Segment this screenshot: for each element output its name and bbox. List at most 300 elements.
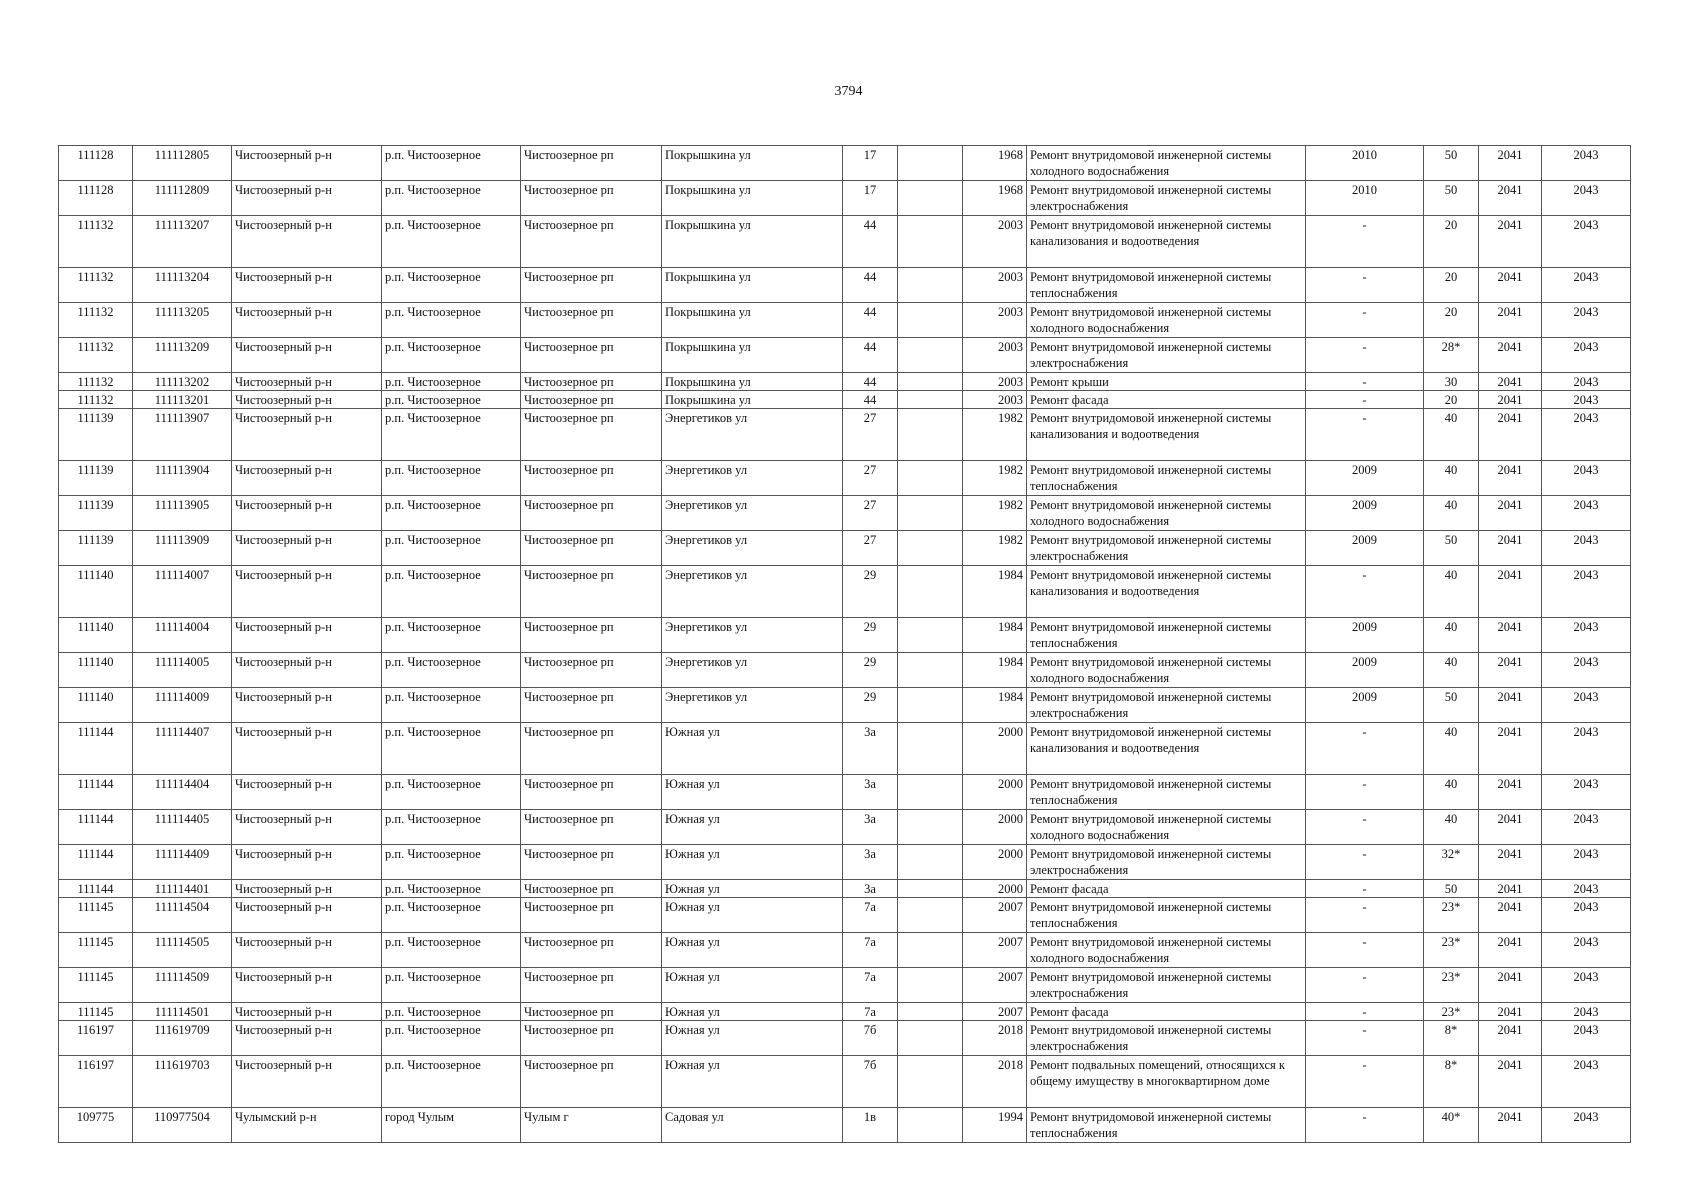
cell-house-id: 111132 [59,303,133,338]
cell-building [898,845,963,880]
cell-house-id: 109775 [59,1108,133,1143]
cell-settlement: р.п. Чистоозерное [382,1003,521,1021]
cell-wear-percent: 32* [1424,845,1479,880]
cell-work-type: Ремонт внутридомовой инженерной системы канализования и водоотведения [1027,566,1306,618]
cell-work-code: 111114404 [133,775,232,810]
cell-locality: Чистоозерное рп [521,1021,662,1056]
cell-work-code: 111114401 [133,880,232,898]
table-row [59,775,1631,810]
cell-start-year: 2041 [1479,898,1542,933]
cell-district: Чистоозерный р-н [232,268,382,303]
cell-wear-percent: 40 [1424,723,1479,775]
cell-building [898,303,963,338]
cell-house-number: 29 [843,566,898,618]
cell-house-number: 7б [843,1021,898,1056]
cell-district: Чистоозерный р-н [232,409,382,461]
cell-house-number: 17 [843,146,898,181]
cell-house-number: 29 [843,653,898,688]
cell-street: Покрышкина ул [662,338,843,373]
cell-settlement: р.п. Чистоозерное [382,146,521,181]
cell-street: Покрышкина ул [662,181,843,216]
cell-wear-percent: 40 [1424,461,1479,496]
cell-house-id: 111132 [59,373,133,391]
cell-settlement: р.п. Чистоозерное [382,303,521,338]
cell-district: Чистоозерный р-н [232,618,382,653]
cell-settlement: р.п. Чистоозерное [382,461,521,496]
cell-street: Покрышкина ул [662,268,843,303]
cell-district: Чулымский р-н [232,1108,382,1143]
cell-last-repair-year: 2009 [1306,653,1424,688]
cell-work-type: Ремонт внутридомовой инженерной системы теплоснабжения [1027,775,1306,810]
cell-work-type: Ремонт фасада [1027,1003,1306,1021]
cell-work-code: 111114509 [133,968,232,1003]
cell-house-number: 3а [843,845,898,880]
cell-work-code: 111114004 [133,618,232,653]
cell-locality: Чистоозерное рп [521,216,662,268]
cell-start-year: 2041 [1479,723,1542,775]
cell-building [898,338,963,373]
cell-district: Чистоозерный р-н [232,933,382,968]
cell-end-year: 2043 [1542,409,1631,461]
cell-district: Чистоозерный р-н [232,723,382,775]
cell-work-type: Ремонт внутридомовой инженерной системы электроснабжения [1027,688,1306,723]
cell-house-number: 44 [843,373,898,391]
cell-work-code: 111114409 [133,845,232,880]
cell-work-type: Ремонт крыши [1027,373,1306,391]
cell-wear-percent: 40 [1424,653,1479,688]
cell-work-type: Ремонт внутридомовой инженерной системы холодного водоснабжения [1027,496,1306,531]
cell-work-code: 111113207 [133,216,232,268]
table-row [59,688,1631,723]
cell-start-year: 2041 [1479,496,1542,531]
cell-build-year: 2003 [963,338,1027,373]
cell-end-year: 2043 [1542,531,1631,566]
cell-house-number: 27 [843,531,898,566]
cell-start-year: 2041 [1479,968,1542,1003]
cell-house-id: 111132 [59,391,133,409]
cell-street: Энергетиков ул [662,409,843,461]
cell-end-year: 2043 [1542,303,1631,338]
cell-house-number: 44 [843,216,898,268]
cell-last-repair-year: - [1306,1056,1424,1108]
cell-street: Южная ул [662,880,843,898]
cell-house-number: 3а [843,723,898,775]
cell-street: Энергетиков ул [662,688,843,723]
cell-house-number: 27 [843,461,898,496]
cell-end-year: 2043 [1542,391,1631,409]
table-row [59,391,1631,409]
cell-locality: Чистоозерное рп [521,845,662,880]
table-row [59,618,1631,653]
cell-end-year: 2043 [1542,880,1631,898]
cell-locality: Чистоозерное рп [521,146,662,181]
cell-last-repair-year: - [1306,566,1424,618]
cell-house-id: 111144 [59,810,133,845]
cell-settlement: р.п. Чистоозерное [382,723,521,775]
cell-work-type: Ремонт внутридомовой инженерной системы электроснабжения [1027,968,1306,1003]
table-row [59,531,1631,566]
cell-district: Чистоозерный р-н [232,303,382,338]
cell-house-number: 27 [843,496,898,531]
cell-building [898,723,963,775]
cell-wear-percent: 50 [1424,880,1479,898]
cell-house-id: 111144 [59,845,133,880]
cell-building [898,409,963,461]
cell-wear-percent: 30 [1424,373,1479,391]
cell-start-year: 2041 [1479,373,1542,391]
cell-settlement: р.п. Чистоозерное [382,1021,521,1056]
cell-locality: Чистоозерное рп [521,618,662,653]
cell-start-year: 2041 [1479,1056,1542,1108]
cell-work-code: 111113904 [133,461,232,496]
cell-last-repair-year: 2009 [1306,461,1424,496]
cell-last-repair-year: - [1306,216,1424,268]
cell-last-repair-year: - [1306,409,1424,461]
cell-street: Энергетиков ул [662,653,843,688]
cell-work-code: 111114505 [133,933,232,968]
cell-district: Чистоозерный р-н [232,810,382,845]
table-row [59,461,1631,496]
table-row [59,1056,1631,1108]
cell-house-id: 111128 [59,181,133,216]
cell-end-year: 2043 [1542,688,1631,723]
cell-last-repair-year: - [1306,810,1424,845]
cell-work-code: 111619703 [133,1056,232,1108]
cell-work-type: Ремонт внутридомовой инженерной системы электроснабжения [1027,338,1306,373]
cell-last-repair-year: 2009 [1306,688,1424,723]
cell-work-type: Ремонт внутридомовой инженерной системы теплоснабжения [1027,898,1306,933]
cell-start-year: 2041 [1479,338,1542,373]
cell-street: Покрышкина ул [662,373,843,391]
cell-street: Покрышкина ул [662,216,843,268]
cell-street: Садовая ул [662,1108,843,1143]
cell-house-id: 111140 [59,618,133,653]
cell-work-code: 111114407 [133,723,232,775]
cell-district: Чистоозерный р-н [232,216,382,268]
cell-street: Покрышкина ул [662,391,843,409]
cell-locality: Чистоозерное рп [521,1003,662,1021]
cell-street: Южная ул [662,810,843,845]
cell-last-repair-year: - [1306,1003,1424,1021]
cell-work-type: Ремонт внутридомовой инженерной системы электроснабжения [1027,181,1306,216]
cell-work-type: Ремонт фасада [1027,391,1306,409]
cell-end-year: 2043 [1542,933,1631,968]
cell-start-year: 2041 [1479,566,1542,618]
cell-settlement: р.п. Чистоозерное [382,216,521,268]
cell-building [898,146,963,181]
cell-settlement: р.п. Чистоозерное [382,391,521,409]
cell-start-year: 2041 [1479,268,1542,303]
cell-work-code: 111113905 [133,496,232,531]
cell-settlement: р.п. Чистоозерное [382,933,521,968]
cell-end-year: 2043 [1542,566,1631,618]
cell-build-year: 2003 [963,373,1027,391]
cell-work-code: 111113907 [133,409,232,461]
cell-building [898,496,963,531]
cell-settlement: р.п. Чистоозерное [382,845,521,880]
cell-last-repair-year: 2009 [1306,531,1424,566]
cell-locality: Чистоозерное рп [521,688,662,723]
cell-wear-percent: 8* [1424,1021,1479,1056]
cell-building [898,968,963,1003]
cell-start-year: 2041 [1479,688,1542,723]
cell-work-code: 111113201 [133,391,232,409]
cell-last-repair-year: - [1306,268,1424,303]
cell-end-year: 2043 [1542,898,1631,933]
cell-house-id: 111140 [59,688,133,723]
cell-street: Южная ул [662,1056,843,1108]
cell-settlement: р.п. Чистоозерное [382,688,521,723]
cell-locality: Чистоозерное рп [521,933,662,968]
cell-build-year: 2007 [963,1003,1027,1021]
cell-locality: Чистоозерное рп [521,898,662,933]
cell-house-id: 111144 [59,723,133,775]
cell-work-code: 111113204 [133,268,232,303]
cell-wear-percent: 50 [1424,181,1479,216]
cell-house-id: 111139 [59,461,133,496]
table-row [59,146,1631,181]
cell-building [898,933,963,968]
cell-build-year: 2000 [963,775,1027,810]
cell-end-year: 2043 [1542,1108,1631,1143]
cell-locality: Чистоозерное рп [521,496,662,531]
cell-build-year: 2000 [963,845,1027,880]
cell-start-year: 2041 [1479,1108,1542,1143]
cell-start-year: 2041 [1479,653,1542,688]
cell-district: Чистоозерный р-н [232,880,382,898]
cell-locality: Чистоозерное рп [521,181,662,216]
cell-start-year: 2041 [1479,461,1542,496]
cell-work-code: 111114405 [133,810,232,845]
cell-building [898,898,963,933]
cell-end-year: 2043 [1542,216,1631,268]
cell-last-repair-year: - [1306,391,1424,409]
cell-last-repair-year: - [1306,898,1424,933]
cell-last-repair-year: - [1306,845,1424,880]
cell-building [898,775,963,810]
cell-wear-percent: 40 [1424,775,1479,810]
cell-building [898,810,963,845]
cell-build-year: 1984 [963,618,1027,653]
table-row [59,1108,1631,1143]
cell-district: Чистоозерный р-н [232,181,382,216]
cell-end-year: 2043 [1542,1056,1631,1108]
cell-build-year: 2003 [963,303,1027,338]
cell-street: Покрышкина ул [662,303,843,338]
cell-start-year: 2041 [1479,1003,1542,1021]
cell-building [898,618,963,653]
cell-street: Южная ул [662,723,843,775]
cell-end-year: 2043 [1542,373,1631,391]
cell-locality: Чистоозерное рп [521,531,662,566]
table-row [59,373,1631,391]
cell-settlement: р.п. Чистоозерное [382,880,521,898]
cell-locality: Чистоозерное рп [521,409,662,461]
table-row [59,653,1631,688]
cell-house-number: 3а [843,810,898,845]
cell-end-year: 2043 [1542,723,1631,775]
cell-building [898,1021,963,1056]
cell-build-year: 2003 [963,391,1027,409]
cell-wear-percent: 40 [1424,566,1479,618]
cell-house-id: 116197 [59,1056,133,1108]
cell-locality: Чистоозерное рп [521,968,662,1003]
cell-build-year: 1984 [963,566,1027,618]
cell-last-repair-year: - [1306,1021,1424,1056]
cell-settlement: р.п. Чистоозерное [382,531,521,566]
cell-house-id: 111128 [59,146,133,181]
cell-district: Чистоозерный р-н [232,391,382,409]
table-body [59,146,1631,1143]
cell-house-number: 7а [843,898,898,933]
cell-work-type: Ремонт внутридомовой инженерной системы теплоснабжения [1027,461,1306,496]
cell-street: Покрышкина ул [662,146,843,181]
cell-building [898,391,963,409]
cell-district: Чистоозерный р-н [232,845,382,880]
table-row [59,968,1631,1003]
cell-build-year: 1982 [963,531,1027,566]
cell-locality: Чистоозерное рп [521,303,662,338]
cell-wear-percent: 40 [1424,409,1479,461]
table-row [59,933,1631,968]
cell-settlement: р.п. Чистоозерное [382,810,521,845]
cell-building [898,373,963,391]
cell-wear-percent: 50 [1424,531,1479,566]
cell-start-year: 2041 [1479,181,1542,216]
cell-building [898,531,963,566]
cell-build-year: 2003 [963,268,1027,303]
cell-street: Южная ул [662,898,843,933]
cell-work-type: Ремонт внутридомовой инженерной системы электроснабжения [1027,531,1306,566]
cell-locality: Чулым г [521,1108,662,1143]
cell-wear-percent: 40* [1424,1108,1479,1143]
cell-settlement: р.п. Чистоозерное [382,373,521,391]
cell-settlement: р.п. Чистоозерное [382,338,521,373]
cell-wear-percent: 20 [1424,268,1479,303]
cell-start-year: 2041 [1479,775,1542,810]
cell-house-number: 29 [843,618,898,653]
table-row [59,898,1631,933]
cell-last-repair-year: - [1306,880,1424,898]
cell-work-code: 111619709 [133,1021,232,1056]
cell-last-repair-year: - [1306,1108,1424,1143]
cell-house-number: 44 [843,268,898,303]
cell-last-repair-year: - [1306,373,1424,391]
cell-district: Чистоозерный р-н [232,653,382,688]
cell-start-year: 2041 [1479,303,1542,338]
cell-district: Чистоозерный р-н [232,373,382,391]
cell-locality: Чистоозерное рп [521,775,662,810]
cell-house-id: 111145 [59,898,133,933]
cell-build-year: 2007 [963,968,1027,1003]
cell-work-type: Ремонт внутридомовой инженерной системы канализования и водоотведения [1027,216,1306,268]
cell-work-code: 111114009 [133,688,232,723]
cell-house-id: 111132 [59,216,133,268]
cell-locality: Чистоозерное рп [521,880,662,898]
cell-house-number: 44 [843,391,898,409]
cell-end-year: 2043 [1542,1021,1631,1056]
cell-settlement: р.п. Чистоозерное [382,653,521,688]
cell-street: Энергетиков ул [662,496,843,531]
cell-street: Южная ул [662,933,843,968]
cell-house-number: 7а [843,933,898,968]
cell-settlement: р.п. Чистоозерное [382,1056,521,1108]
cell-end-year: 2043 [1542,618,1631,653]
cell-start-year: 2041 [1479,618,1542,653]
cell-build-year: 1968 [963,146,1027,181]
cell-work-code: 110977504 [133,1108,232,1143]
cell-house-id: 111139 [59,409,133,461]
cell-end-year: 2043 [1542,810,1631,845]
cell-district: Чистоозерный р-н [232,898,382,933]
cell-street: Южная ул [662,775,843,810]
cell-building [898,566,963,618]
cell-house-number: 7б [843,1056,898,1108]
cell-start-year: 2041 [1479,810,1542,845]
cell-settlement: р.п. Чистоозерное [382,496,521,531]
cell-wear-percent: 23* [1424,968,1479,1003]
cell-work-type: Ремонт внутридомовой инженерной системы теплоснабжения [1027,1108,1306,1143]
cell-house-id: 111144 [59,775,133,810]
table-row [59,845,1631,880]
cell-building [898,1056,963,1108]
cell-work-code: 111114501 [133,1003,232,1021]
cell-house-id: 111140 [59,653,133,688]
cell-work-type: Ремонт фасада [1027,880,1306,898]
cell-end-year: 2043 [1542,496,1631,531]
cell-street: Южная ул [662,1021,843,1056]
cell-house-number: 3а [843,775,898,810]
cell-locality: Чистоозерное рп [521,391,662,409]
cell-last-repair-year: - [1306,338,1424,373]
table-row [59,810,1631,845]
cell-settlement: р.п. Чистоозерное [382,268,521,303]
cell-street: Энергетиков ул [662,461,843,496]
cell-build-year: 2018 [963,1021,1027,1056]
cell-street: Южная ул [662,968,843,1003]
cell-settlement: р.п. Чистоозерное [382,898,521,933]
cell-house-number: 44 [843,338,898,373]
cell-district: Чистоозерный р-н [232,338,382,373]
cell-wear-percent: 23* [1424,898,1479,933]
cell-work-type: Ремонт внутридомовой инженерной системы холодного водоснабжения [1027,303,1306,338]
cell-district: Чистоозерный р-н [232,496,382,531]
cell-locality: Чистоозерное рп [521,268,662,303]
cell-locality: Чистоозерное рп [521,810,662,845]
cell-end-year: 2043 [1542,338,1631,373]
cell-end-year: 2043 [1542,1003,1631,1021]
cell-build-year: 1984 [963,688,1027,723]
cell-work-code: 111113209 [133,338,232,373]
cell-last-repair-year: - [1306,723,1424,775]
cell-start-year: 2041 [1479,391,1542,409]
table-row [59,409,1631,461]
cell-district: Чистоозерный р-н [232,461,382,496]
cell-building [898,880,963,898]
cell-start-year: 2041 [1479,216,1542,268]
cell-house-number: 27 [843,409,898,461]
cell-work-code: 111113909 [133,531,232,566]
cell-house-number: 29 [843,688,898,723]
cell-building [898,1108,963,1143]
page-number: 3794 [834,84,863,99]
cell-wear-percent: 20 [1424,391,1479,409]
cell-build-year: 2000 [963,723,1027,775]
cell-house-id: 111145 [59,933,133,968]
cell-start-year: 2041 [1479,845,1542,880]
cell-start-year: 2041 [1479,409,1542,461]
cell-settlement: р.п. Чистоозерное [382,775,521,810]
